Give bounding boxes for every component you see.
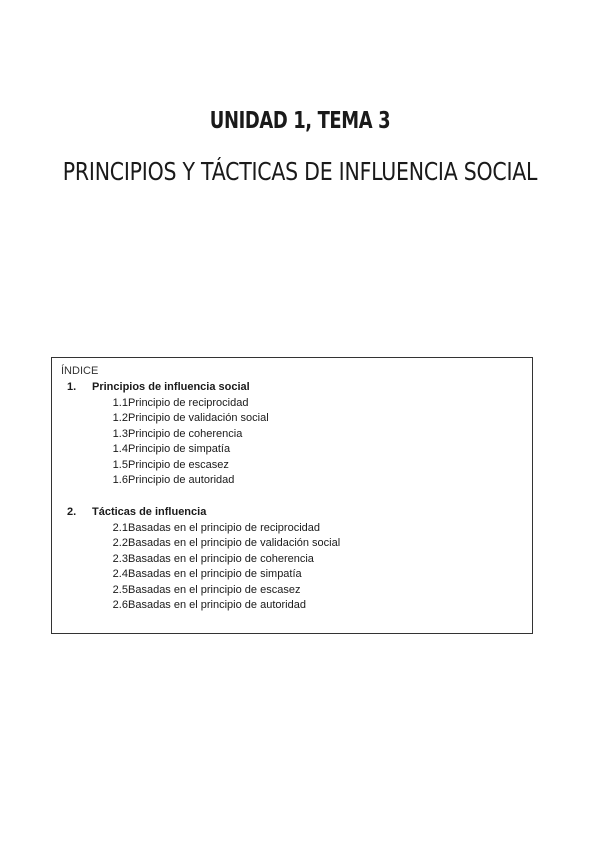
toc-item[interactable]: [52, 473, 532, 489]
toc-item[interactable]: [52, 458, 532, 474]
toc-section-label: Principios de influencia social: [92, 381, 250, 393]
toc-item-number: 2.3.: [112, 552, 131, 565]
toc-item-number: 1.4.: [112, 443, 131, 455]
toc-item[interactable]: [52, 567, 532, 583]
toc-item[interactable]: [52, 396, 532, 412]
toc-item-label: Principio de validación social: [128, 412, 269, 424]
toc-item-label: Basadas en el principio de escasez: [128, 583, 301, 596]
toc-section-heading[interactable]: [52, 380, 532, 396]
toc-item-label: Principio de autoridad: [128, 474, 235, 486]
toc-item-label: Principio de coherencia: [128, 427, 243, 440]
toc-item[interactable]: [52, 411, 532, 427]
unit-title: UNIDAD 1, TEMA 3: [209, 108, 391, 134]
toc-item[interactable]: [52, 442, 532, 458]
toc-item-number: 2.2.: [112, 537, 131, 549]
toc-item[interactable]: [52, 583, 532, 599]
toc-item-number: 1.1.: [112, 396, 131, 409]
toc-item-label: Principio de simpatía: [128, 443, 231, 455]
toc-section-number: 2.: [67, 506, 77, 518]
toc-item-label: Principio de escasez: [128, 458, 229, 471]
toc-item[interactable]: [52, 598, 532, 614]
toc-item-number: 1.2.: [112, 412, 131, 424]
toc-item-number: 2.4.: [112, 568, 131, 580]
index-heading: ÍNDICE: [61, 365, 99, 377]
toc-item-number: 1.6.: [112, 474, 131, 486]
toc-item-label: Basadas en el principio de coherencia: [128, 552, 314, 565]
toc-section-label: Tácticas de influencia: [92, 506, 207, 518]
toc-item[interactable]: [52, 521, 532, 537]
toc-item-label: Principio de reciprocidad: [128, 396, 249, 409]
toc-item-number: 2.5.: [112, 583, 131, 596]
toc-item-label: Basadas en el principio de autoridad: [128, 599, 306, 611]
toc-item-number: 2.6.: [112, 599, 131, 611]
toc-section-heading[interactable]: [52, 505, 532, 521]
table-of-contents: [51, 357, 533, 634]
toc-section-1: [52, 380, 532, 489]
toc-item-number: 2.1.: [112, 521, 131, 534]
toc-item[interactable]: [52, 536, 532, 552]
toc-item-label: Basadas en el principio de simpatía: [128, 568, 302, 580]
toc-section-2: [52, 505, 532, 614]
toc-item-number: 1.3.: [112, 427, 131, 440]
toc-item-label: Basadas en el principio de reciprocidad: [128, 521, 321, 534]
topic-title: PRINCIPIOS Y TÁCTICAS DE INFLUENCIA SOCIAL: [62, 157, 538, 186]
toc-item-number: 1.5.: [112, 458, 131, 471]
toc-item-label: Basadas en el principio de validación social: [128, 537, 341, 549]
toc-item[interactable]: [52, 427, 532, 443]
toc-section-number: 1.: [67, 381, 77, 393]
toc-item[interactable]: [52, 552, 532, 568]
